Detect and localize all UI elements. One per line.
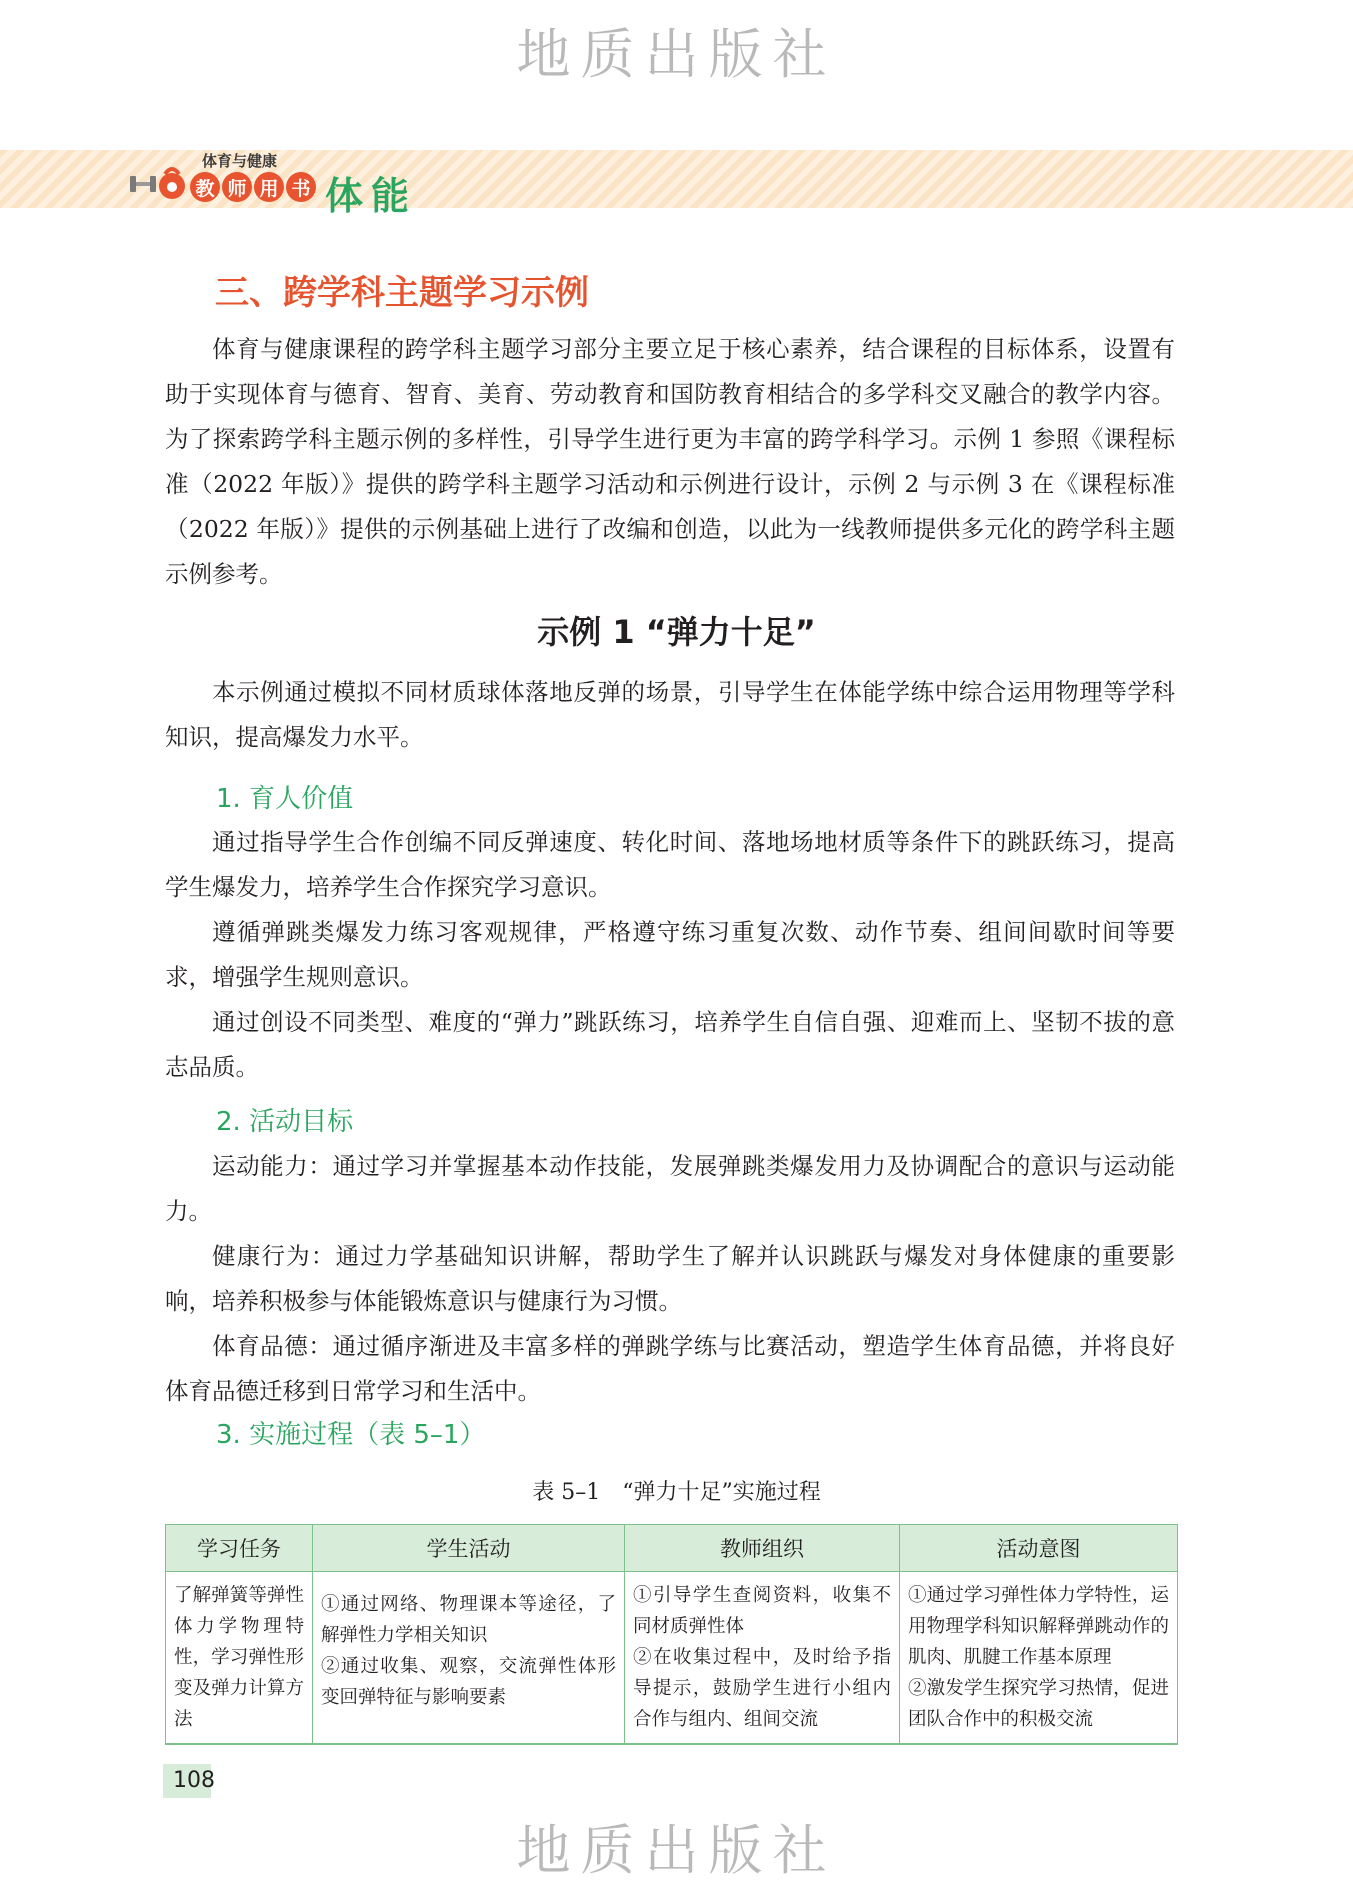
logo-circle-char: 书 bbox=[286, 172, 316, 202]
table-caption: 表 5–1 “弹力十足”实施过程 bbox=[532, 1480, 821, 1505]
goal-paragraph-2: 健康行为：通过力学基础知识讲解，帮助学生了解并认识跳跃与爆发对身体健康的重要影响，培养积极参与体能锻炼意识与健康行为习惯。 bbox=[165, 1242, 1175, 1315]
book-title: 体能 bbox=[325, 174, 418, 218]
table-header-cell: 学习任务 bbox=[166, 1525, 313, 1572]
process-section-title: 3. 实施过程（表 5–1） bbox=[216, 1420, 486, 1450]
logo-circle-char: 教 bbox=[190, 172, 220, 202]
task-cell: 了解弹簧等弹性体力学物理特性，学习弹性形变及弹力计算方法 bbox=[166, 1572, 313, 1745]
student-activity-item: ①通过网络、物理课本等途径，了解弹性力学相关知识 bbox=[321, 1594, 616, 1646]
logo-circle-char: 用 bbox=[254, 172, 284, 202]
table-header-cell: 教师组织 bbox=[625, 1525, 900, 1572]
value-paragraph-2: 遵循弹跳类爆发力练习客观规律，严格遵守练习重复次数、动作节奏、组间间歇时间等要求，增强学生规则意识。 bbox=[165, 918, 1175, 991]
table-header-row bbox=[166, 1525, 1178, 1572]
intro-paragraph: 体育与健康课程的跨学科主题学习部分主要立足于核心素养，结合课程的目标体系，设置有助于实现体育与德育、智育、美育、劳动教育和国防教育相结合的多学科交叉融合的教学内容。为了探索跨学科主题示例的多样性，引导学生进行更为丰富的跨学科学习。示例 1 参照《课程标准（2022 年版）》提供的跨学科主题学习活动和示例进行设计，示例 2 与示例 3 在《课程标准（2022 年版）》提供的示例基础上进行了改编和创造，以此为一线教师提供多元化的跨学科主题示例参考。 bbox=[165, 335, 1175, 588]
example-intro-paragraph: 本示例通过模拟不同材质球体落地反弹的场景，引导学生在体能学练中综合运用物理等学科知识，提高爆发力水平。 bbox=[165, 678, 1175, 751]
goal-paragraph-1: 运动能力：通过学习并掌握基本动作技能，发展弹跳类爆发用力及协调配合的意识与运动能力。 bbox=[165, 1152, 1175, 1225]
publisher-watermark-bottom: 地质出版社 bbox=[516, 1819, 837, 1882]
table-row bbox=[166, 1572, 1178, 1745]
logo-subject-label: 体育与健康 bbox=[202, 152, 278, 170]
logo-circles bbox=[190, 172, 316, 202]
student-activity-item: ②通过收集、观察，交流弹性体形变回弹特征与影响要素 bbox=[321, 1656, 616, 1708]
book-logo bbox=[128, 148, 448, 218]
teacher-organization-cell bbox=[625, 1572, 900, 1745]
value-section-title: 1. 育人价值 bbox=[216, 784, 354, 814]
teacher-organization-item: ②在收集过程中，及时给予指导提示，鼓励学生进行小组内合作与组内、组间交流 bbox=[633, 1647, 891, 1730]
value-paragraph-3: 通过创设不同类型、难度的“弹力”跳跃练习，培养学生自信自强、迎难而上、坚韧不拔的意志品质。 bbox=[165, 1008, 1175, 1081]
value-paragraph-1: 通过指导学生合作创编不同反弹速度、转化时间、落地场地材质等条件下的跳跃练习，提高学生爆发力，培养学生合作探究学习意识。 bbox=[165, 828, 1175, 901]
activity-intent-item: ②激发学生探究学习热情，促进团队合作中的积极交流 bbox=[908, 1678, 1169, 1730]
activity-intent-item: ①通过学习弹性体力学特性，运用物理学科知识解释弹跳动作的肌肉、肌腱工作基本原理 bbox=[908, 1585, 1169, 1668]
publisher-watermark-top: 地质出版社 bbox=[516, 23, 837, 86]
goal-paragraph-3: 体育品德：通过循序渐进及丰富多样的弹跳学练与比赛活动，塑造学生体育品德，并将良好体育品德迁移到日常学习和生活中。 bbox=[165, 1332, 1175, 1405]
activity-intent-cell bbox=[900, 1572, 1178, 1745]
fitness-equipment-icon bbox=[128, 162, 188, 202]
section-title: 三、跨学科主题学习示例 bbox=[215, 273, 589, 313]
implementation-table bbox=[165, 1524, 1178, 1745]
table-header-cell: 活动意图 bbox=[900, 1525, 1178, 1572]
goal-section-title: 2. 活动目标 bbox=[216, 1107, 354, 1137]
teacher-organization-item: ①引导学生查阅资料，收集不同材质弹性体 bbox=[633, 1585, 891, 1637]
student-activity-cell bbox=[313, 1572, 625, 1745]
page-number: 108 bbox=[163, 1764, 211, 1798]
table-header-cell: 学生活动 bbox=[313, 1525, 625, 1572]
example-title: 示例 1 “弹力十足” bbox=[537, 613, 816, 651]
logo-circle-char: 师 bbox=[222, 172, 252, 202]
